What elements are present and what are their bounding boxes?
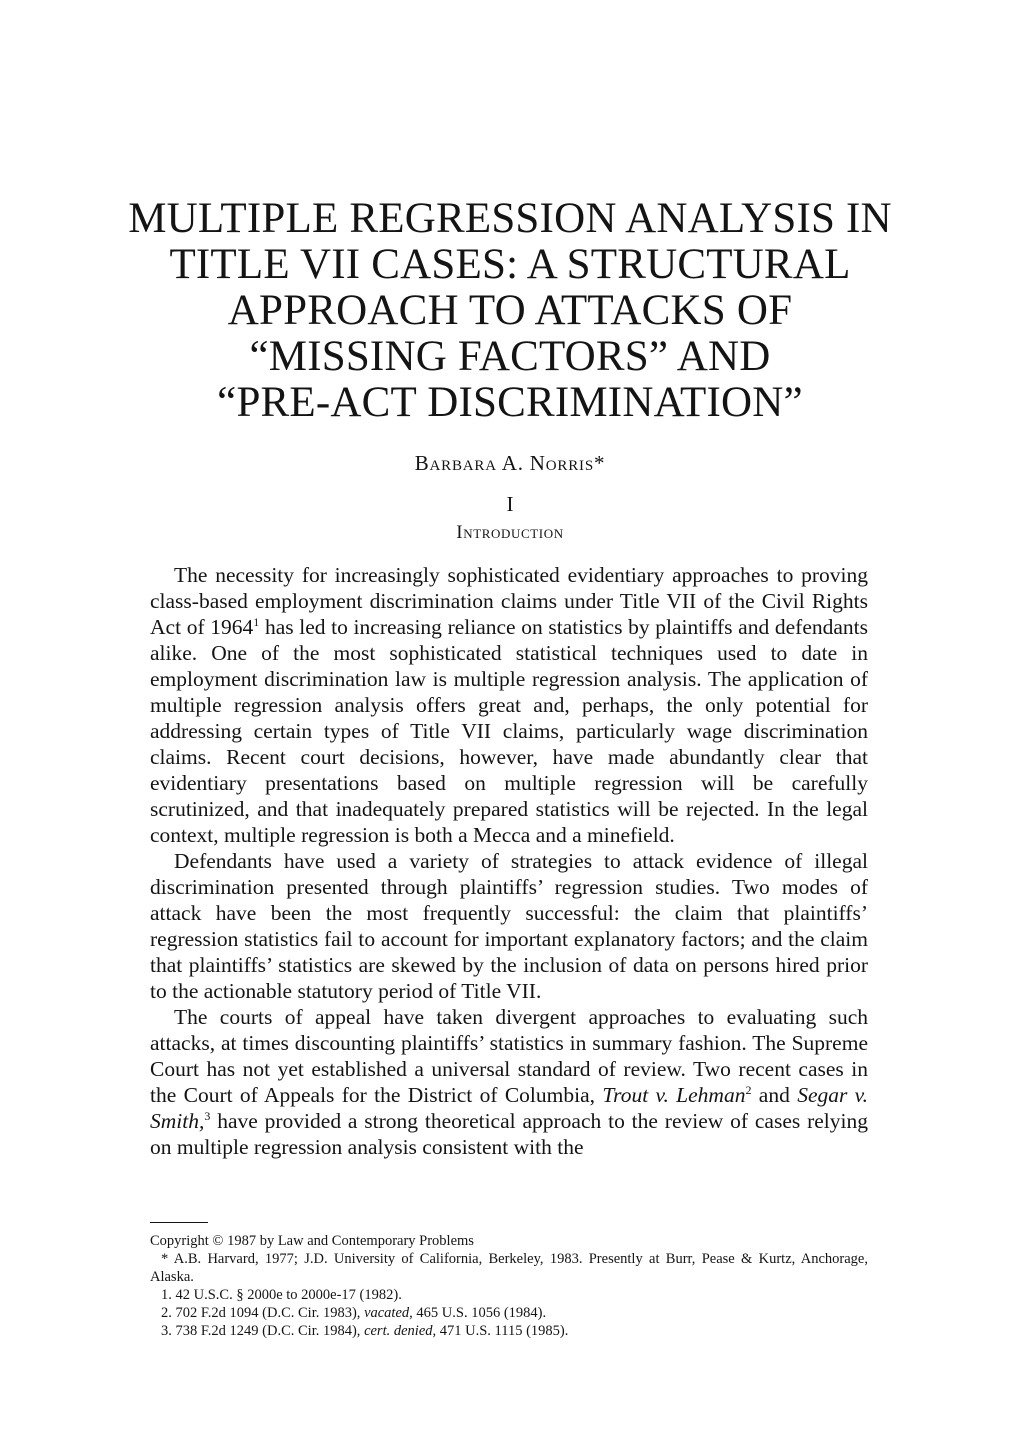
title-line: TITLE VII CASES: A STRUCTURAL [169,241,851,288]
paragraph: Defendants have used a variety of strategies to attack evidence of illegal discrimination presented through plaintiffs’ regression studies. Two modes of attack have been the most frequently successful: the claim that plaintiffs’ regression statistics fail to account for important explanatory factors; and the claim that plaintiffs’ statistics are skewed by the inclusion of data on persons hired prior to the actionable statutory period of Title VII. [150,849,868,1003]
article-title [100,196,920,426]
footnote-author: * A.B. Harvard, 1977; J.D. University of California, Berkeley, 1983. Presently at Burr, Pease & Kurtz, Anchorage, Alaska. [150,1251,868,1285]
author-name: Barbara A. Norris* [414,451,606,475]
paragraph: The courts of appeal have taken divergent approaches to evaluating such attacks, at times discounting plaintiffs’ statistics in summary fashion. The Supreme Court has not yet established a universal standard of review. Two recent cases in the Court of Appeals for the District of Columbia, Trout v. Lehman$^2$ and Segar v. Smith,$^3$ have provided a strong theoretical approach to the review of cases relying on multiple regression analysis consistent with the [150,1005,869,1159]
footnote-2: 2. 702 F.2d 1094 (D.C. Cir. 1983), vacated, 465 U.S. 1056 (1984). [161,1305,547,1321]
section-number: I [506,492,514,516]
case-citation: Trout v. Lehman [602,1083,746,1107]
section-title: Introduction [456,522,564,543]
footnotes [150,1232,868,1340]
title-line: “MISSING FACTORS” AND [249,333,771,380]
footnote-ref: 1 [253,615,260,629]
case-citation: Segar v. Smith, [150,1083,869,1133]
footnote-ref: 3 [204,1109,211,1123]
title-line: APPROACH TO ATTACKS OF [227,287,793,334]
footnote-3: 3. 738 F.2d 1249 (D.C. Cir. 1984), cert. denied, 471 U.S. 1115 (1985). [161,1323,569,1339]
footnote-1: 1. 42 U.S.C. § 2000e to 2000e-17 (1982). [161,1287,402,1303]
footnote-divider [150,1222,208,1223]
copyright-notice: Copyright © 1987 by Law and Contemporary Problems [150,1233,474,1249]
footnote-ref: 2 [745,1083,752,1097]
title-line: MULTIPLE REGRESSION ANALYSIS IN [128,195,892,242]
paragraph: The necessity for increasingly sophisticated evidentiary approaches to proving class-based employment discrimination claims under Title VII of the Civil Rights Act of 1964$^1$ has led to increasing reliance on statistics by plaintiffs and defendants alike. One of the most sophisticated statistical techniques used to date in employment discrimination law is multiple regression analysis. The application of multiple regression analysis offers great and, perhaps, the only potential for addressing certain types of Title VII claims, particularly wage discrimination claims. Recent court decisions, however, have made abundantly clear that evidentiary presentations based on multiple regression will be carefully scrutinized, and that inadequately prepared statistics will be rejected. In the legal context, multiple regression is both a Mecca and a minefield. [150,563,868,847]
body-text [150,562,868,1160]
title-line: “PRE-ACT DISCRIMINATION” [217,379,803,426]
